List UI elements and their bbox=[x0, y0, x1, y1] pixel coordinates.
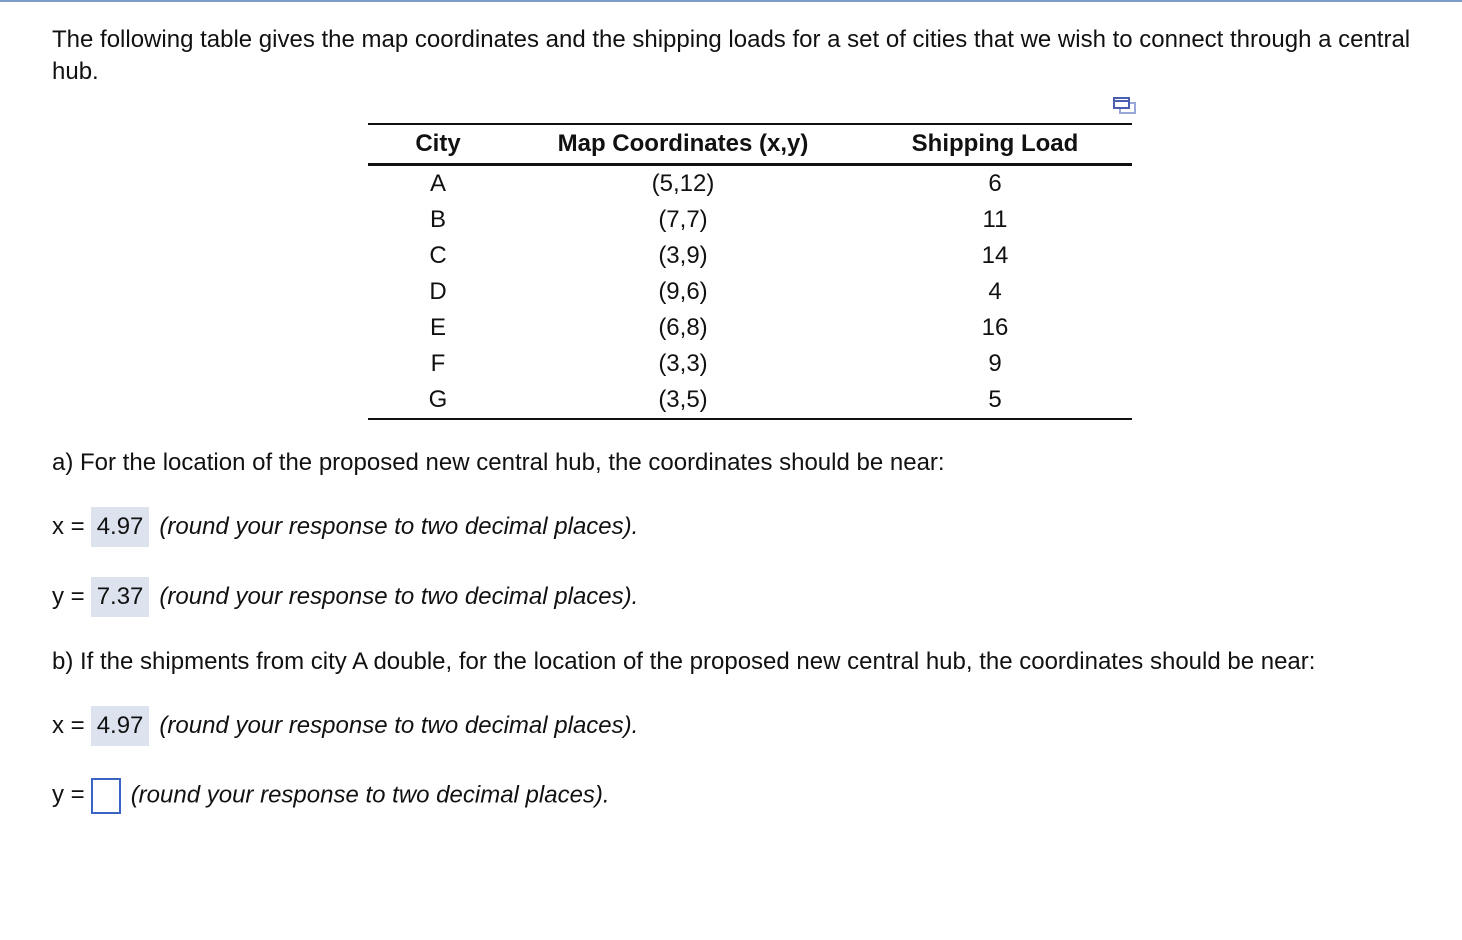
table-row bbox=[368, 382, 1132, 419]
cell-shipping-load: 9 bbox=[988, 350, 1002, 377]
cell-shipping-load: 14 bbox=[981, 242, 1009, 269]
y-label: y = bbox=[52, 583, 85, 610]
table-row bbox=[368, 165, 1132, 203]
part-b-y-input[interactable] bbox=[91, 778, 121, 814]
table-row bbox=[368, 346, 1132, 382]
part-b-x-answer[interactable]: 4.97 bbox=[91, 706, 150, 746]
cell-shipping-load: 11 bbox=[982, 206, 1008, 233]
rounding-hint: (round your response to two decimal places). bbox=[159, 513, 639, 540]
header-shipping-load: Shipping Load bbox=[858, 124, 1132, 165]
table-row bbox=[368, 202, 1132, 238]
part-a-x-answer[interactable]: 4.97 bbox=[91, 507, 150, 547]
cell-city: F bbox=[430, 350, 446, 377]
cell-city: C bbox=[429, 242, 447, 269]
city-data-table bbox=[368, 123, 1132, 420]
header-coordinates: Map Coordinates (x,y) bbox=[508, 124, 858, 165]
cell-coordinates: (5,12) bbox=[651, 170, 715, 197]
part-b-question: b) If the shipments from city A double, for the location of the proposed new central hub, the coordinates should be near: bbox=[52, 648, 1316, 675]
cell-shipping-load: 16 bbox=[981, 314, 1009, 341]
table-row bbox=[368, 238, 1132, 274]
cell-city: A bbox=[429, 170, 446, 197]
cell-coordinates: (3,5) bbox=[658, 386, 708, 413]
part-b-x-row bbox=[52, 706, 638, 746]
cell-coordinates: (3,9) bbox=[658, 242, 708, 269]
cell-coordinates: (6,8) bbox=[658, 314, 708, 341]
table-row bbox=[368, 310, 1132, 346]
part-a-y-answer[interactable]: 7.37 bbox=[91, 577, 150, 617]
part-a-y-row bbox=[52, 577, 638, 617]
x-label: x = bbox=[52, 712, 85, 739]
intro-text: The following table gives the map coordinates and the shipping loads for a set of cities that we wish to connect through a central hub. bbox=[52, 26, 1411, 85]
cell-coordinates: (3,3) bbox=[658, 350, 708, 377]
cell-coordinates: (9,6) bbox=[658, 278, 708, 305]
rounding-hint: (round your response to two decimal places). bbox=[130, 781, 610, 809]
rounding-hint: (round your response to two decimal places). bbox=[159, 712, 639, 739]
part-a-question: a) For the location of the proposed new central hub, the coordinates should be near: bbox=[52, 449, 945, 476]
cell-coordinates: (7,7) bbox=[658, 206, 708, 233]
table-row bbox=[368, 274, 1132, 310]
part-a-x-row bbox=[52, 507, 638, 547]
y-label: y = bbox=[52, 781, 85, 809]
cell-city: D bbox=[429, 278, 447, 305]
cell-city: E bbox=[429, 314, 446, 341]
rounding-hint: (round your response to two decimal places). bbox=[159, 583, 639, 610]
x-label: x = bbox=[52, 513, 85, 540]
cell-city: B bbox=[429, 206, 446, 233]
cell-shipping-load: 6 bbox=[988, 170, 1002, 197]
top-border bbox=[0, 0, 1462, 2]
header-city: City bbox=[368, 124, 508, 165]
cell-city: G bbox=[428, 386, 448, 413]
copy-table-icon[interactable] bbox=[1112, 97, 1138, 115]
cell-shipping-load: 5 bbox=[988, 386, 1002, 413]
part-b-y-row bbox=[52, 778, 610, 814]
cell-shipping-load: 4 bbox=[988, 278, 1002, 305]
